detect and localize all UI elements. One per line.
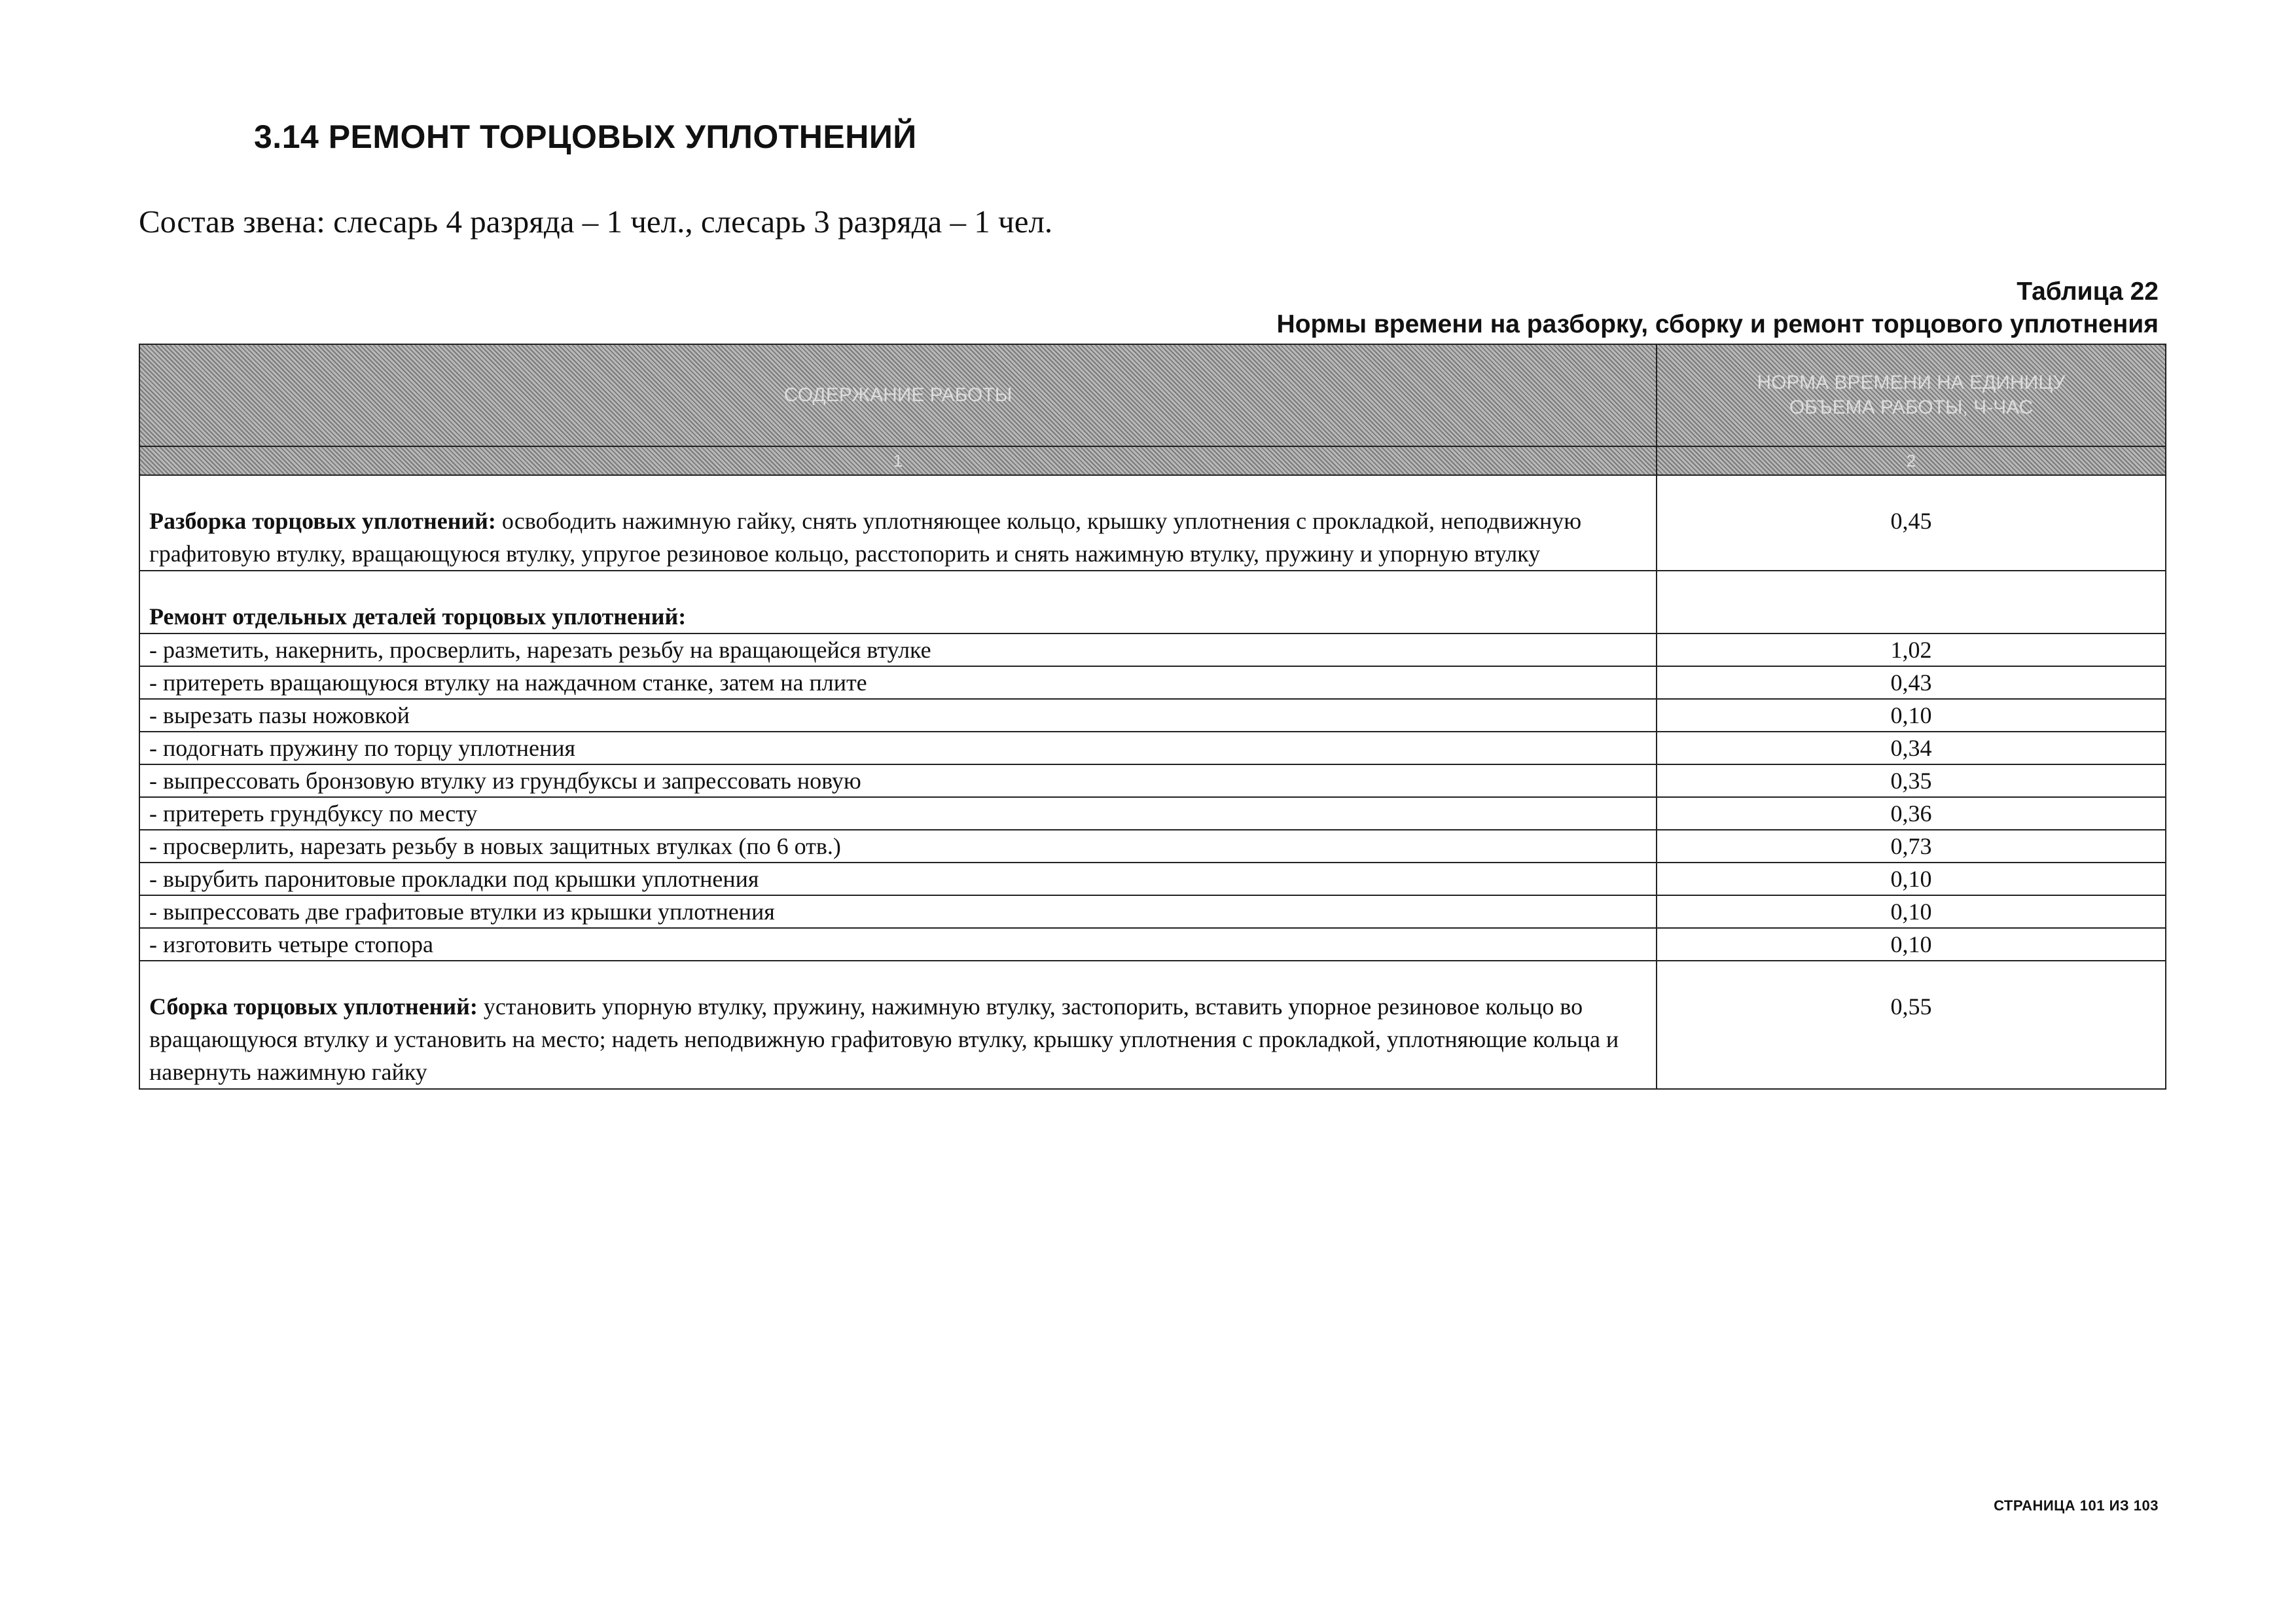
section-title: 3.14 РЕМОНТ ТОРЦОВЫХ УПЛОТНЕНИЙ bbox=[254, 118, 917, 155]
operation-value: 0,36 bbox=[1657, 797, 2166, 830]
assembly-title: Сборка торцовых уплотнений: bbox=[149, 993, 478, 1020]
table-row bbox=[139, 699, 2166, 732]
operation-text: - выпрессовать две графитовые втулки из крышки уплотнения bbox=[139, 895, 1657, 928]
table-row bbox=[139, 830, 2166, 863]
operation-text: - притереть грундбуксу по месту bbox=[139, 797, 1657, 830]
crew-composition: Состав звена: слесарь 4 разряда – 1 чел., слесарь 3 разряда – 1 чел. bbox=[139, 204, 1053, 240]
operation-value: 0,10 bbox=[1657, 928, 2166, 961]
table-row-disassembly bbox=[139, 475, 2166, 571]
operation-text: - вырубить паронитовые прокладки под крышки уплотнения bbox=[139, 863, 1657, 895]
table-row bbox=[139, 863, 2166, 895]
table-header-row bbox=[139, 344, 2166, 446]
column-number-1: 1 bbox=[139, 446, 1657, 475]
header-time-norm-line1: НОРМА ВРЕМЕНИ НА ЕДИНИЦУ bbox=[1757, 372, 2066, 393]
operation-text: - просверлить, нарезать резьбу в новых защитных втулках (по 6 отв.) bbox=[139, 830, 1657, 863]
table-number: Таблица 22 bbox=[2017, 277, 2159, 306]
operation-value: 0,43 bbox=[1657, 666, 2166, 699]
operation-value: 0,10 bbox=[1657, 863, 2166, 895]
operation-text: - выпрессовать бронзовую втулку из грундбуксы и запрессовать новую bbox=[139, 764, 1657, 797]
table-caption: Нормы времени на разборку, сборку и ремонт торцового уплотнения bbox=[1276, 310, 2159, 338]
column-number-row bbox=[139, 446, 2166, 475]
table-row-repair-group bbox=[139, 571, 2166, 633]
assembly-value: 0,55 bbox=[1657, 961, 2166, 1089]
repair-group-value-empty bbox=[1657, 571, 2166, 633]
operation-value: 0,10 bbox=[1657, 895, 2166, 928]
table-row bbox=[139, 633, 2166, 666]
page-number: СТРАНИЦА 101 ИЗ 103 bbox=[1994, 1497, 2159, 1514]
operation-text: - изготовить четыре стопора bbox=[139, 928, 1657, 961]
table-row bbox=[139, 732, 2166, 764]
disassembly-value: 0,45 bbox=[1657, 475, 2166, 571]
column-number-2: 2 bbox=[1657, 446, 2166, 475]
norms-table bbox=[139, 344, 2166, 1090]
table-row bbox=[139, 797, 2166, 830]
operation-text: - подогнать пружину по торцу уплотнения bbox=[139, 732, 1657, 764]
operation-text: - разметить, накернить, просверлить, нарезать резьбу на вращающейся втулке bbox=[139, 633, 1657, 666]
operation-text: - вырезать пазы ножовкой bbox=[139, 699, 1657, 732]
operation-value: 1,02 bbox=[1657, 633, 2166, 666]
header-time-norm bbox=[1657, 344, 2166, 446]
table-row bbox=[139, 764, 2166, 797]
operation-text: - притереть вращающуюся втулку на наждачном станке, затем на плите bbox=[139, 666, 1657, 699]
operation-value: 0,10 bbox=[1657, 699, 2166, 732]
table-row bbox=[139, 928, 2166, 961]
assembly-text: установить упорную втулку, пружину, нажимную втулку, застопорить, вставить упорное резиновое кольцо во вращающуюся втулку и установить на место; надеть неподвижную графитовую втулку, крышку уплотнения с прокладкой, уплотняющие кольца и навернуть нажимную гайку bbox=[149, 993, 1619, 1085]
table-row bbox=[139, 895, 2166, 928]
header-time-norm-line2: ОБЪЕМА РАБОТЫ, Ч-ЧАС bbox=[1789, 397, 2034, 418]
operation-value: 0,34 bbox=[1657, 732, 2166, 764]
operation-value: 0,73 bbox=[1657, 830, 2166, 863]
operation-value: 0,35 bbox=[1657, 764, 2166, 797]
disassembly-text: освободить нажимную гайку, снять уплотняющее кольцо, крышку уплотнения с прокладкой, неподвижную графитовую втулку, вращающуюся втулку, упругое резиновое кольцо, расстопорить и снять нажимную втулку, пружину и упорную втулку bbox=[149, 508, 1582, 567]
repair-group-title: Ремонт отдельных деталей торцовых уплотнений: bbox=[139, 571, 1657, 633]
header-work-content: СОДЕРЖАНИЕ РАБОТЫ bbox=[139, 344, 1657, 446]
table-row-assembly bbox=[139, 961, 2166, 1089]
table-row bbox=[139, 666, 2166, 699]
assembly-description bbox=[139, 961, 1657, 1089]
disassembly-title: Разборка торцовых уплотнений: bbox=[149, 508, 496, 534]
disassembly-description bbox=[139, 475, 1657, 571]
